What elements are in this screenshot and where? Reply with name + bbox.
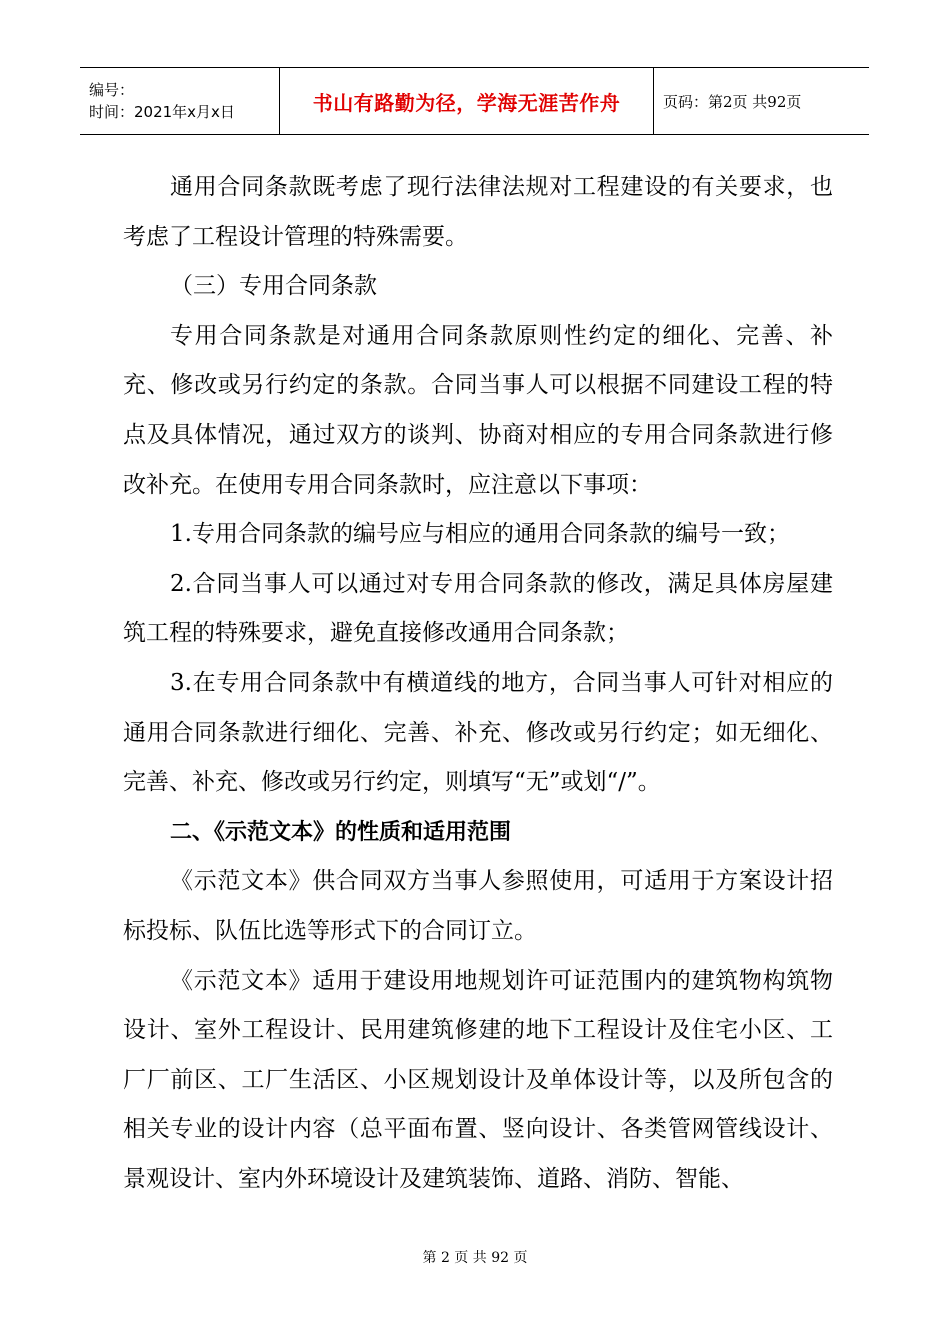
footer-page-number: 第 2 页 共 92 页 bbox=[422, 1250, 528, 1266]
paragraph: 通用合同条款既考虑了现行法律法规对工程建设的有关要求，也考虑了工程设计管理的特殊需要。 bbox=[123, 174, 833, 250]
page-footer bbox=[0, 1247, 950, 1267]
document-time-label: 时间：2021年x月x日 bbox=[89, 103, 235, 121]
paragraph: 《示范文本》适用于建设用地规划许可证范围内的建筑物构筑物设计、室外工程设计、民用建筑修建的地下工程设计及住宅小区、工厂厂前区、工厂生活区、小区规划设计及单体设计等，以及所包含的相关专业的设计内容（总平面布置、竖向设计、各类管网管线设计、景观设计、室内外环境设计及建筑装饰、道路、消防、智能、 bbox=[123, 967, 833, 1192]
list-item: 1.专用合同条款的编号应与相应的通用合同条款的编号一致； bbox=[170, 521, 790, 548]
paragraph: 专用合同条款是对通用合同条款原则性约定的细化、完善、补充、修改或另行约定的条款。合同当事人可以根据不同建设工程的特点及具体情况，通过双方的谈判、协商对相应的专用合同条款进行修改补充。在使用专用合同条款时，应注意以下事项： bbox=[123, 322, 833, 498]
header-motto: 书山有路勤为径，学海无涯苦作舟 bbox=[312, 90, 621, 115]
header-meta bbox=[80, 68, 280, 134]
header-motto-cell bbox=[280, 68, 654, 134]
header-page-info bbox=[654, 68, 869, 134]
page-header bbox=[80, 67, 869, 135]
list-item: 2.合同当事人可以通过对专用合同条款的修改，满足具体房屋建筑工程的特殊要求，避免直接修改通用合同条款； bbox=[123, 570, 833, 647]
section-heading: （三）专用合同条款 bbox=[170, 273, 377, 300]
page-info-text: 页码：第2页 共92页 bbox=[663, 92, 802, 111]
document-body bbox=[123, 163, 833, 1204]
chapter-heading: 二、《示范文本》的性质和适用范围 bbox=[170, 819, 512, 845]
document-number-label: 编号： bbox=[89, 81, 135, 99]
list-item: 3.在专用合同条款中有横道线的地方，合同当事人可针对相应的通用合同条款进行细化、完善、补充、修改或另行约定；如无细化、完善、补充、修改或另行约定，则填写“无”或划“/”。 bbox=[123, 669, 833, 796]
paragraph: 《示范文本》供合同双方当事人参照使用，可适用于方案设计招标投标、队伍比选等形式下的合同订立。 bbox=[123, 868, 833, 944]
